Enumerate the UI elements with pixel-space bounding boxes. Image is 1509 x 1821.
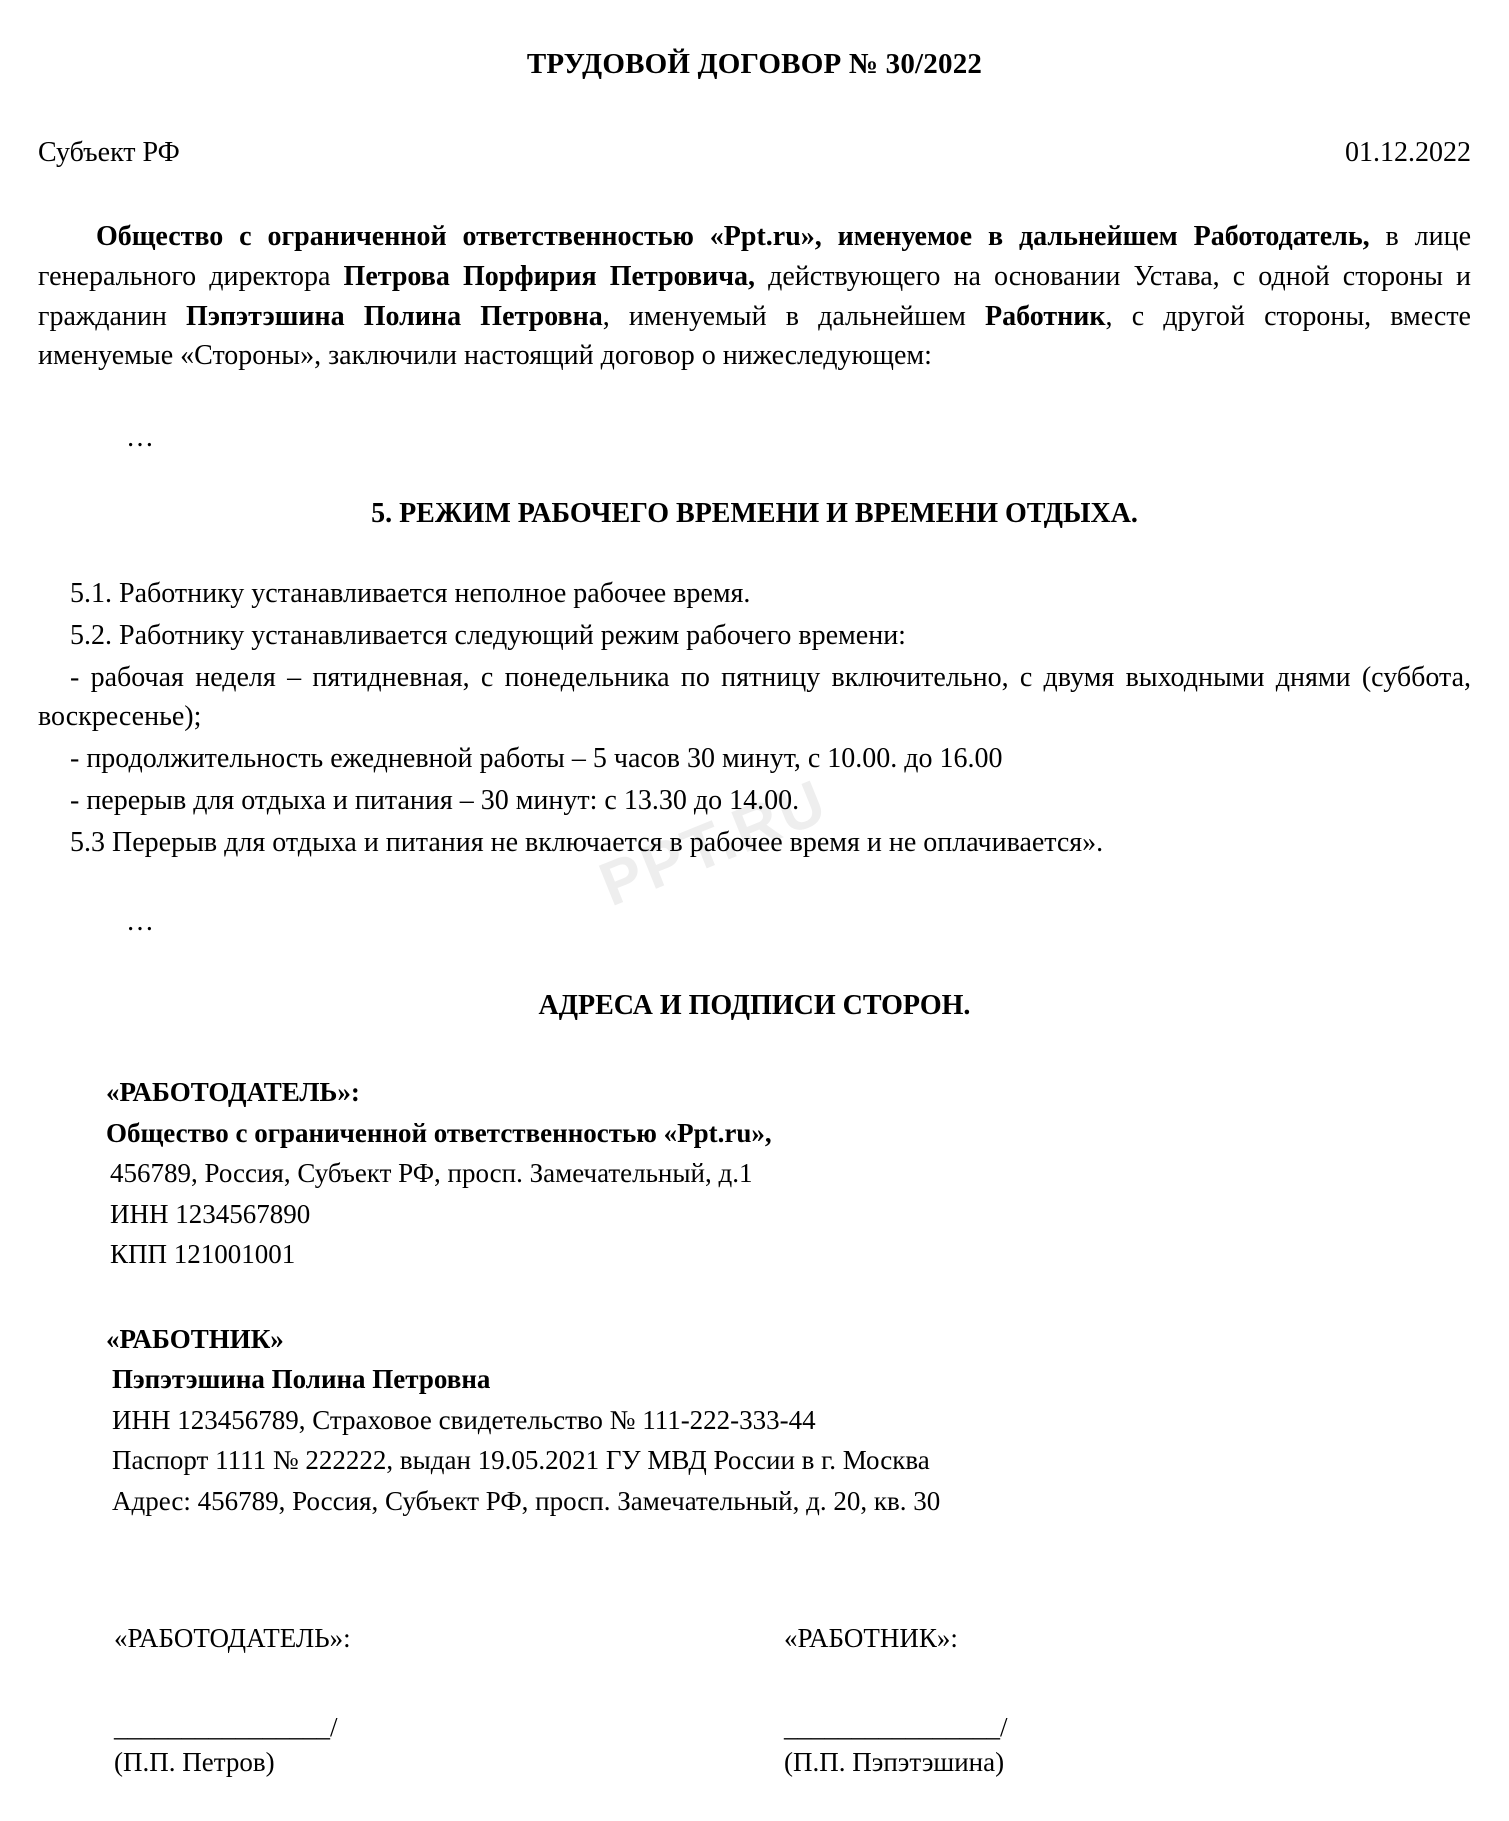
clause-5-2: 5.2. Работнику устанавливается следующий режим рабочего времени: xyxy=(70,619,906,651)
employee-label: «РАБОТНИК» xyxy=(106,1323,284,1354)
place-label: Субъект РФ xyxy=(38,137,180,168)
addresses-signatures-heading: АДРЕСА И ПОДПИСИ СТОРОН. xyxy=(538,990,971,1022)
employer-signature-label: «РАБОТОДАТЕЛЬ»: xyxy=(114,1623,351,1654)
signature-row xyxy=(30,1623,1479,1778)
employee-signature-column xyxy=(784,1623,1254,1778)
clause-work-week: - рабочая неделя – пятидневная, с понедельника по пятницу включительно, с двумя выходными днями (суббота, воскресенье); xyxy=(38,661,1471,733)
preamble-director-intro: в лице генерального директора xyxy=(38,221,1472,292)
clause-daily-duration: - продолжительность ежедневной работы – 5 часов 30 минут, с 10.00. до 16.00 xyxy=(70,743,1003,774)
page-title: ТРУДОВОЙ ДОГОВОР № 30/2022 xyxy=(526,48,983,80)
employer-details-block xyxy=(30,1072,1479,1275)
preamble-paragraph xyxy=(30,217,1479,376)
employee-address: Адрес: 456789, Россия, Субъект РФ, просп. Замечательный, д. 20, кв. 30 xyxy=(112,1485,941,1516)
employer-signatory-name: (П.П. Петров) xyxy=(114,1747,275,1778)
section-5-heading: 5. РЕЖИМ РАБОЧЕГО ВРЕМЕНИ И ВРЕМЕНИ ОТДЫХА. xyxy=(371,498,1138,529)
employee-name: Пэпэтэшина Полина Петровна xyxy=(112,1364,491,1395)
employee-details-block xyxy=(30,1319,1479,1522)
ppt-ru-watermark: PPT.RU xyxy=(590,766,838,920)
employer-label: «РАБОТОДАТЕЛЬ»: xyxy=(106,1077,360,1108)
employer-kpp: КПП 121001001 xyxy=(110,1239,296,1270)
preamble-company-name: Общество с ограниченной ответственностью «Ppt.ru», xyxy=(96,221,822,252)
clause-5-3: 5.3 Перерыв для отдыха и питания не включается в рабочее время и не оплачивается». xyxy=(70,826,1104,858)
ellipsis-second: … xyxy=(126,906,156,938)
preamble-employee-intro: , именуемый в дальнейшем xyxy=(602,300,986,332)
clause-lunch-break: - перерыв для отдыха и питания – 30 минут: с 13.30 до 14.00. xyxy=(70,784,800,816)
preamble-charter-text: действующего на основании Устава, с одной стороны и гражданин xyxy=(38,260,1471,332)
employee-signature-label: «РАБОТНИК»: xyxy=(784,1623,958,1654)
ellipsis-first: … xyxy=(126,422,156,453)
employee-signatory-name: (П.П. Пэпэтэшина) xyxy=(784,1747,1005,1778)
employer-signature-line: ________________/ xyxy=(114,1712,338,1743)
preamble-closing-text: , с другой стороны, вместе именуемые «Стороны», заключили настоящий договор о нижеследующем: xyxy=(38,300,1471,372)
clause-5-1: 5.1. Работнику устанавливается неполное рабочее время. xyxy=(70,578,751,609)
employee-signature-line: ________________/ xyxy=(784,1712,1008,1743)
place-date-row xyxy=(30,137,1479,169)
preamble-named-hereinafter: именуемое в дальнейшем xyxy=(821,221,1194,252)
employee-passport: Паспорт 1111 № 222222, выдан 19.05.2021 ГУ МВД России в г. Москва xyxy=(112,1445,930,1476)
preamble-employer-term: Работодатель, xyxy=(1193,221,1370,252)
document-date: 01.12.2022 xyxy=(1345,137,1471,168)
employer-address: 456789, Россия, Субъект РФ, просп. Замечательный, д.1 xyxy=(110,1158,753,1189)
preamble-director-name: Петрова Порфирия Петровича, xyxy=(343,260,755,292)
employer-inn: ИНН 1234567890 xyxy=(110,1198,311,1229)
employee-inn-snils: ИНН 123456789, Страховое свидетельство № 111-222-333-44 xyxy=(112,1404,816,1435)
document-content xyxy=(30,48,1479,1778)
employer-signature-column xyxy=(114,1623,584,1778)
employer-name: Общество с ограниченной ответственностью «Ppt.ru», xyxy=(106,1117,772,1148)
preamble-employee-term: Работник xyxy=(985,300,1106,332)
preamble-employee-name: Пэпэтэшина Полина Петровна xyxy=(186,300,603,332)
